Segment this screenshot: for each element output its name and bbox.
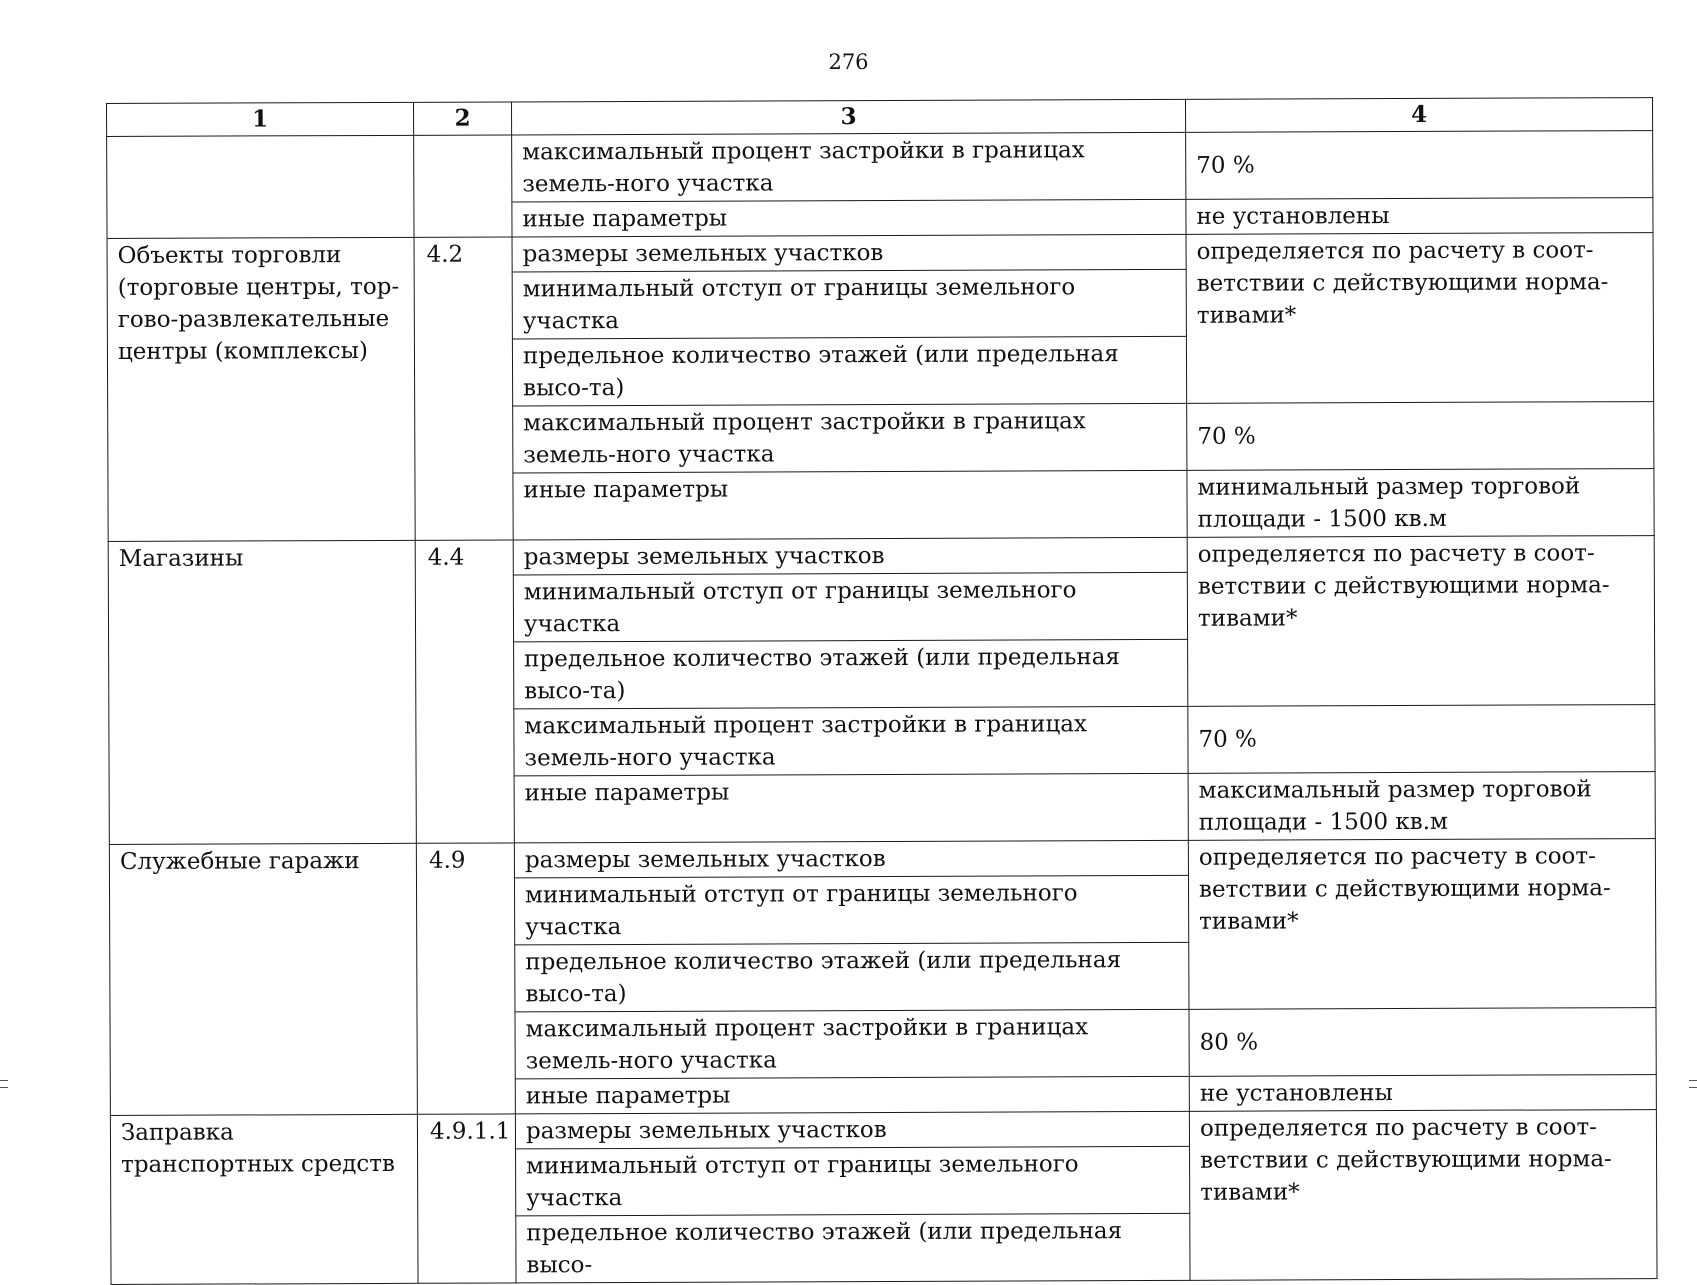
parameter-cell: максимальный процент застройки в границах земель-ного участка xyxy=(513,403,1187,473)
parameter-cell: размеры земельных участков xyxy=(513,537,1187,575)
object-name-cell xyxy=(107,135,414,238)
regulations-table xyxy=(106,97,1658,1285)
merged-value-cell: определяется по расчету в соот-ветствии с действующими норма-тивами* xyxy=(1188,839,1656,1010)
table-row xyxy=(110,1110,1656,1151)
object-name-cell: Объекты торговли (торговые центры, тор-гово-развлекательные центры (комплексы) xyxy=(107,237,415,541)
parameter-cell: минимальный отступ от границы земельного участка xyxy=(513,572,1187,642)
parameter-cell: максимальный процент застройки в границах земель-ного участка xyxy=(515,1009,1189,1079)
value-cell: 70 % xyxy=(1186,131,1653,200)
parameter-cell: размеры земельных участков xyxy=(514,840,1188,878)
parameter-cell: максимальный процент застройки в границах земель-ного участка xyxy=(512,132,1186,202)
parameter-cell: минимальный отступ от границы земельного участка xyxy=(512,269,1186,339)
object-code-cell: 4.2 xyxy=(414,237,513,540)
parameter-cell: иные параметры xyxy=(515,1076,1189,1114)
parameter-cell: минимальный отступ от границы земельного участка xyxy=(514,875,1188,945)
table-row xyxy=(107,233,1653,274)
object-code-cell: 4.4 xyxy=(415,540,514,843)
header-col-3: 3 xyxy=(511,99,1185,135)
header-col-2: 2 xyxy=(413,102,511,135)
parameter-cell: предельное количество этажей (или предельная высо- xyxy=(516,1213,1190,1283)
header-col-4: 4 xyxy=(1185,98,1652,133)
object-name-cell: Магазины xyxy=(108,540,416,844)
merged-value-cell: определяется по расчету в соот-ветствии с действующими норма-тивами* xyxy=(1187,536,1655,707)
table-row xyxy=(107,131,1653,204)
object-code-cell xyxy=(414,135,512,237)
object-code-cell: 4.9.1.1 xyxy=(417,1114,516,1283)
parameter-cell: максимальный процент застройки в границах земель-ного участка xyxy=(514,706,1188,776)
object-name-cell: Заправка транспортных средств xyxy=(110,1114,418,1284)
scan-edge-mark-right xyxy=(1689,1080,1697,1088)
object-name-cell: Служебные гаражи xyxy=(109,843,417,1115)
parameter-cell: иные параметры xyxy=(513,470,1187,540)
parameter-cell: иные параметры xyxy=(512,199,1186,237)
value-cell: не установлены xyxy=(1189,1075,1656,1112)
parameter-cell: предельное количество этажей (или предельная высо-та) xyxy=(512,336,1186,406)
value-cell: 80 % xyxy=(1189,1008,1656,1077)
table-row xyxy=(109,839,1655,880)
merged-value-cell: определяется по расчету в соот-ветствии с действующими норма-тивами* xyxy=(1186,233,1654,404)
table-row xyxy=(108,536,1654,577)
page-number: 276 xyxy=(828,50,869,74)
value-cell: не установлены xyxy=(1186,198,1653,235)
parameter-cell: предельное количество этажей (или предельная высо-та) xyxy=(515,942,1189,1012)
value-cell: минимальный размер торговой площади - 1500 кв.м xyxy=(1187,469,1654,538)
parameter-cell: иные параметры xyxy=(514,773,1188,843)
value-cell: 70 % xyxy=(1187,402,1654,471)
parameter-cell: размеры земельных участков xyxy=(515,1111,1189,1149)
value-cell: максимальный размер торговой площади - 1500 кв.м xyxy=(1188,772,1655,841)
object-code-cell: 4.9 xyxy=(416,843,515,1114)
scan-edge-mark-left xyxy=(0,1080,8,1088)
parameter-cell: размеры земельных участков xyxy=(512,234,1186,272)
parameter-cell: минимальный отступ от границы земельного участка xyxy=(516,1146,1190,1216)
parameter-cell: предельное количество этажей (или предельная высо-та) xyxy=(514,639,1188,709)
merged-value-cell: определяется по расчету в соот-ветствии с действующими норма-тивами* xyxy=(1189,1110,1657,1281)
value-cell: 70 % xyxy=(1188,705,1655,774)
header-col-1: 1 xyxy=(107,102,414,136)
